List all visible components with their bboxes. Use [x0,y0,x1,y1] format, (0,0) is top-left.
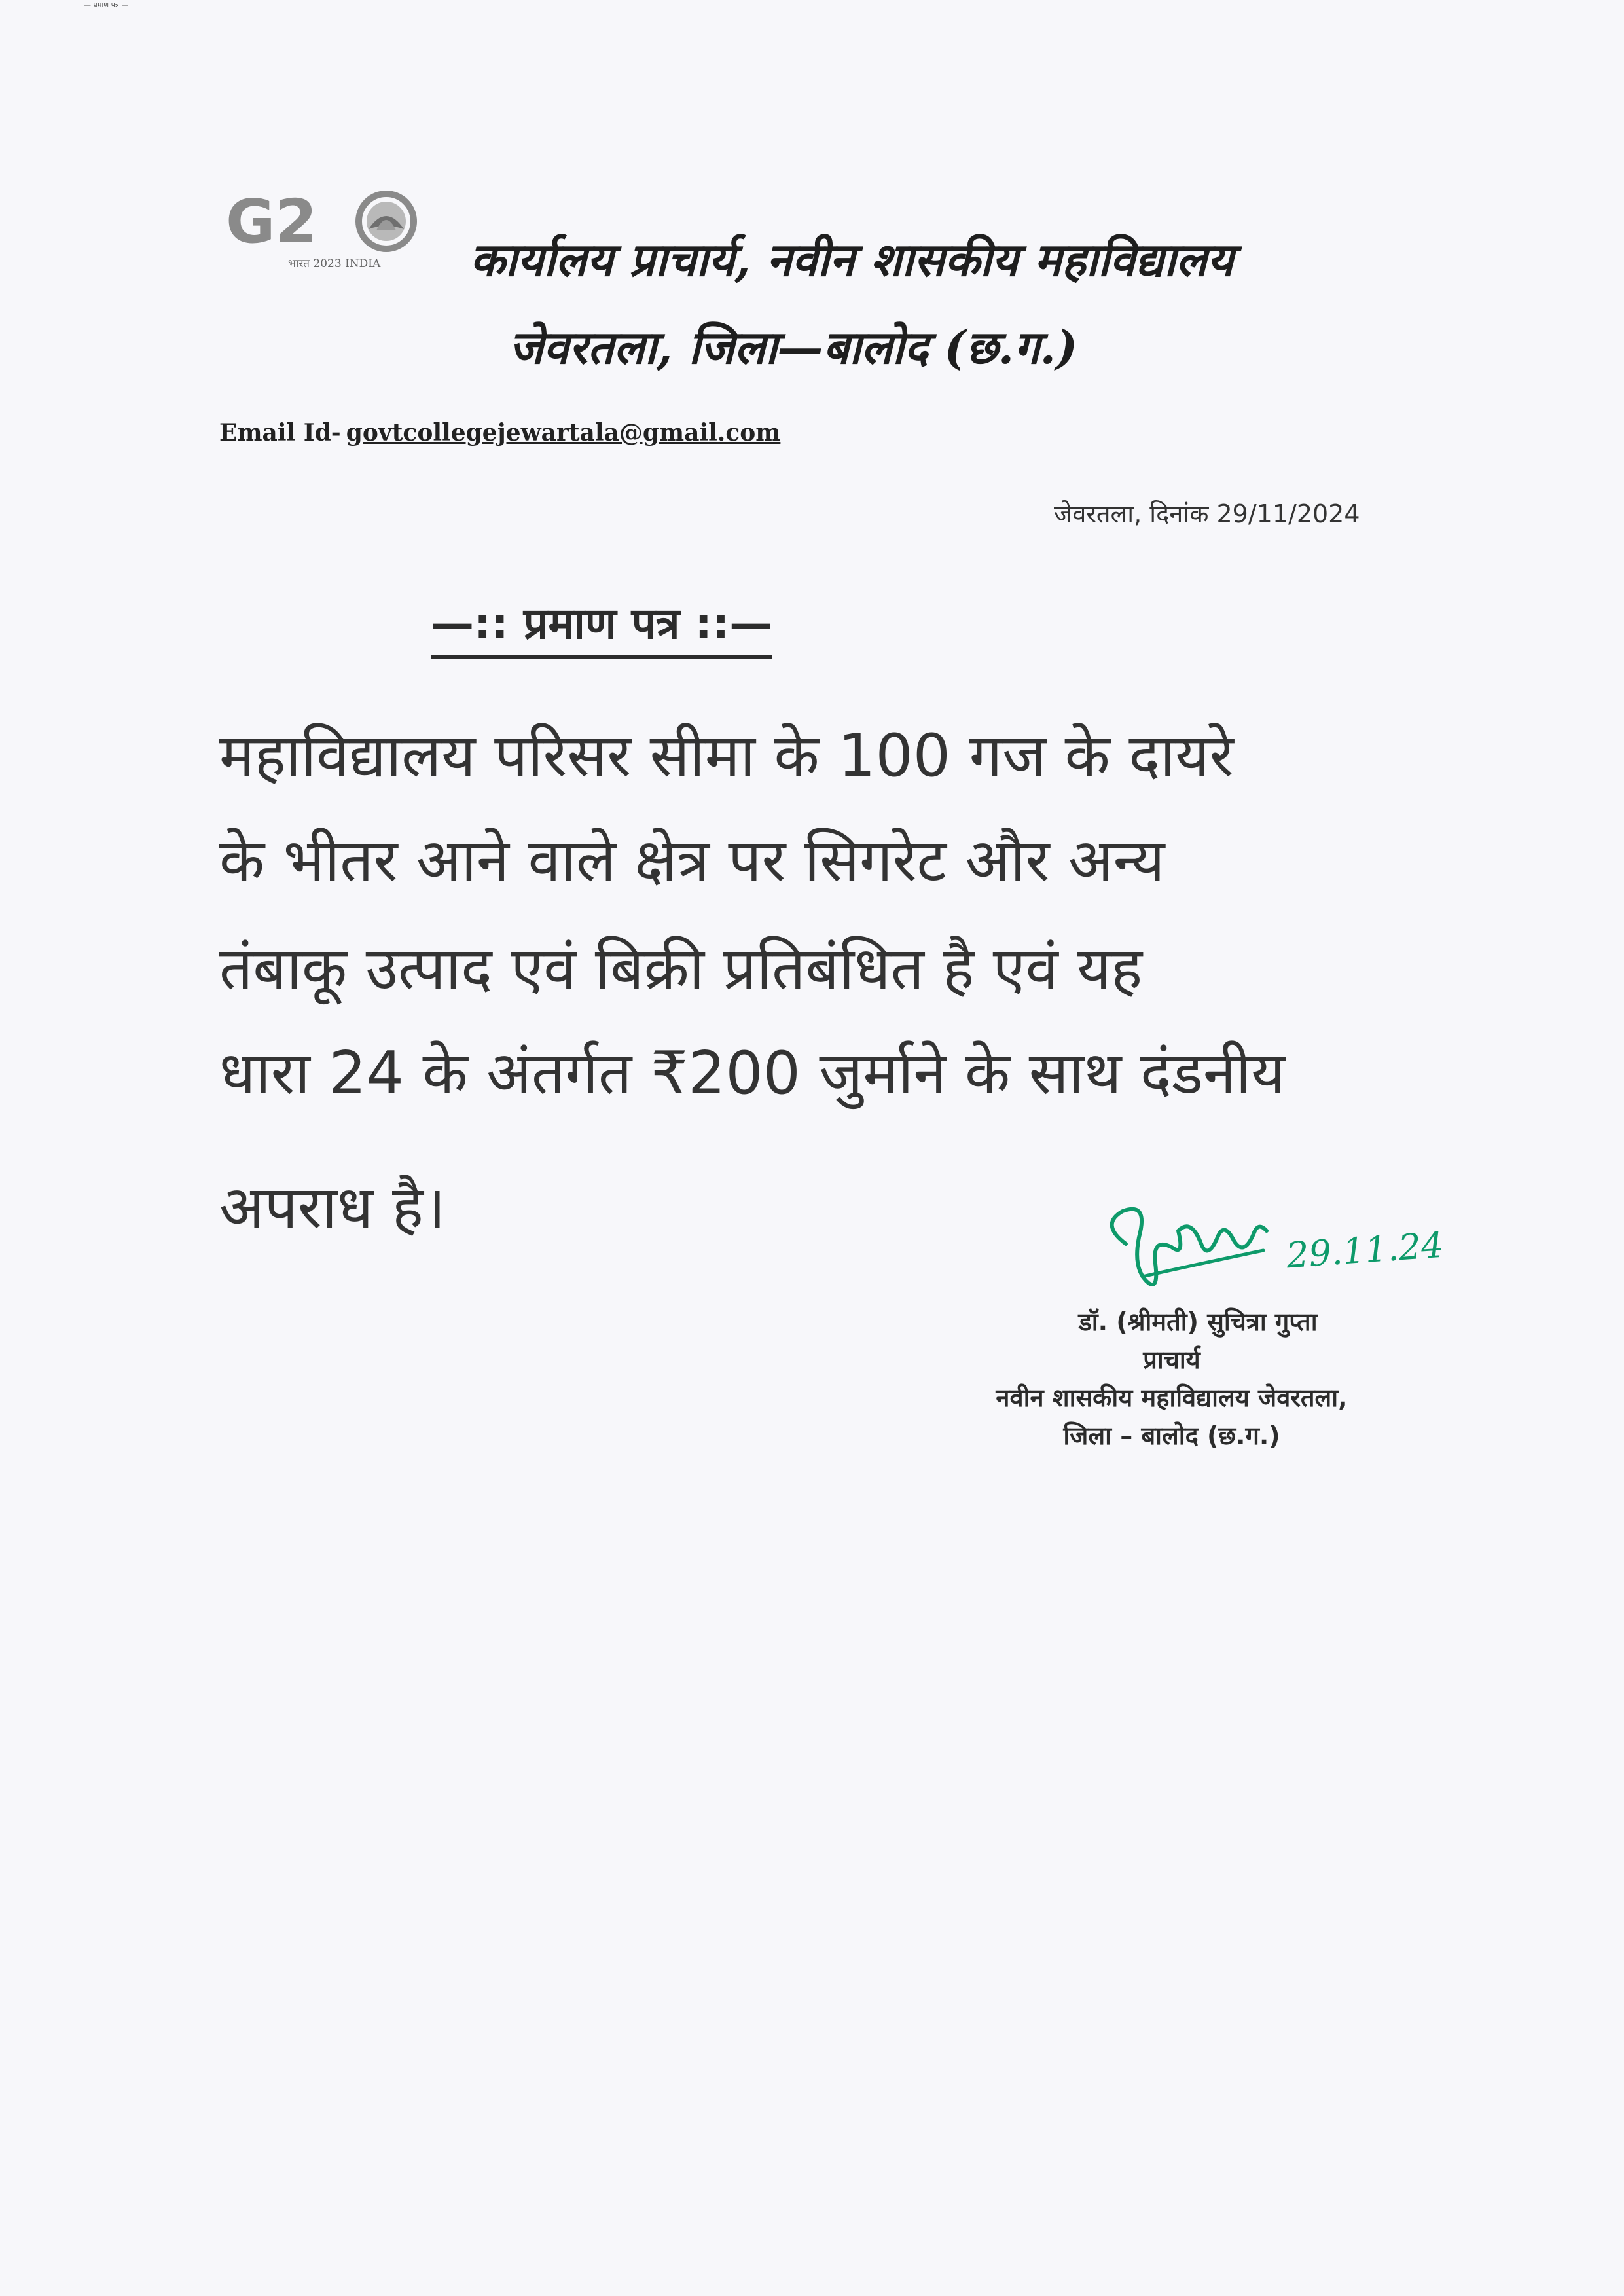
email-link[interactable]: govtcollegejewartala@gmail.com [346,419,781,446]
body-line: धारा 24 के अंतर्गत ₹200 जुर्माने के साथ दंडनीय [219,1039,1286,1108]
g20-logo-icon [226,190,458,275]
signatory-block [916,1303,1427,1455]
signatory-institution: नवीन शासकीय महाविद्यालय जेवरतला, [996,1383,1348,1412]
svg-text:भारत 2023 INDIA: भारत 2023 INDIA [288,257,381,270]
svg-text:G2: G2 [226,190,317,257]
body-line: तंबाकू उत्पाद एवं बिक्री प्रतिबंधित है एवं यह [219,934,1143,1003]
email-row [219,419,780,446]
corner-label: — प्रमाण पत्र — [84,1,129,9]
email-label: Email Id- [219,419,341,446]
place-date: जेवरतला, दिनांक 29/11/2024 [1054,500,1360,528]
certificate-title: —:: प्रमाण पत्र ::— [431,592,772,659]
body-line: अपराध है। [219,1173,446,1242]
header-location: जेवरतला, जिला—बालोद (छ.ग.) [509,320,1078,374]
body-line: महाविद्यालय परिसर सीमा के 100 गज के दायरे [219,721,1234,790]
g20-logo [226,190,458,275]
signatory-designation: प्राचार्य [1143,1345,1200,1374]
header-office-title: कार्यालय प्राचार्य, नवीन शासकीय महाविद्यालय [470,232,1234,287]
signature-date: 29.11.24 [1285,1224,1445,1277]
body-line: के भीतर आने वाले क्षेत्र पर सिगरेट और अन्य [219,826,1165,895]
signatory-district: जिला – बालोद (छ.ग.) [1063,1421,1280,1450]
signatory-name: डॉ. (श्रीमती) सुचित्रा गुप्ता [1078,1307,1318,1336]
